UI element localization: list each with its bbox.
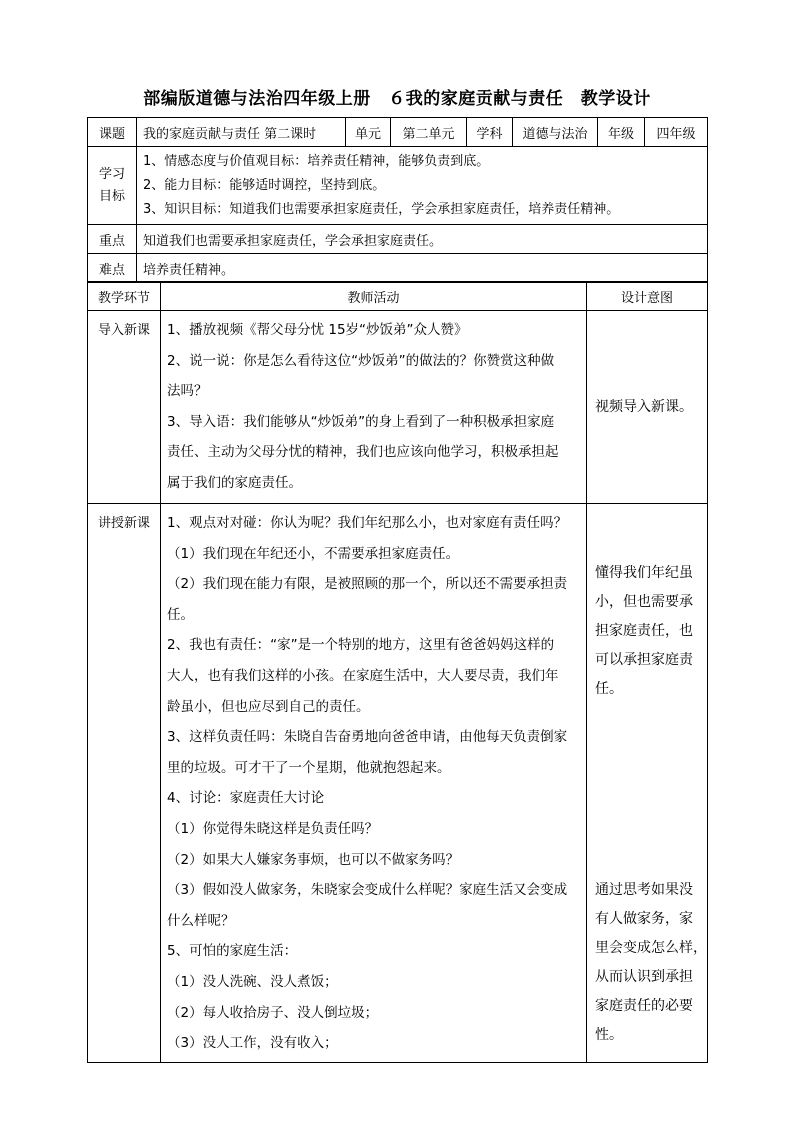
header-intent: 设计意图 bbox=[587, 282, 708, 311]
new-intent-block-1 bbox=[587, 559, 708, 704]
intent2-line: 家庭责任的必要 bbox=[595, 998, 693, 1014]
intro-line: 属于我们的家庭责任。 bbox=[167, 474, 302, 491]
new-line: 里的垃圾。可才干了一个星期，他就抱怨起来。 bbox=[167, 759, 451, 776]
new-line: （3）假如没人做家务，朱晓家会变成什么样呢？家庭生活又会变成 bbox=[167, 882, 568, 899]
subject-label: 学科 bbox=[467, 118, 513, 147]
objective-2: 2、能力目标：能够适时调控，坚持到底。 bbox=[143, 177, 386, 193]
new-line: （1）我们现在年纪还小，不需要承担家庭责任。 bbox=[167, 545, 460, 562]
new-line: 什么样呢？ bbox=[167, 912, 235, 929]
topic-label: 课题 bbox=[88, 118, 137, 147]
new-activities bbox=[161, 504, 587, 1063]
info-row-difficulty bbox=[88, 254, 708, 283]
info-row-topic bbox=[88, 118, 708, 147]
grade-label: 年级 bbox=[598, 118, 645, 147]
intro-line: 法吗？ bbox=[167, 383, 208, 400]
new-line: 1、观点对对碰：你认为呢？我们年纪那么小，也对家庭有责任吗？ bbox=[167, 515, 568, 531]
header-stage: 教学环节 bbox=[88, 282, 161, 311]
new-line: （1）你觉得朱晓这样是负责任吗？ bbox=[167, 820, 379, 837]
intro-intent: 视频导入新课。 bbox=[587, 311, 708, 504]
intro-row bbox=[88, 311, 708, 504]
page-title: 部编版道德与法治四年级上册 ６我的家庭贡献与责任 教学设计 bbox=[143, 89, 651, 109]
intent2-line: 通过思考如果没 bbox=[595, 882, 693, 898]
unit-value: 第二单元 bbox=[391, 118, 467, 147]
intent1-line: 担家庭责任，也 bbox=[595, 623, 693, 639]
objective-3: 3、知识目标：知道我们也需要承担家庭责任，学会承担家庭责任，培养责任精神。 bbox=[143, 201, 620, 217]
intent1-line: 小，但也需要承 bbox=[595, 594, 693, 610]
intro-line: 责任、主动为父母分忧的精神，我们也应该向他学习，积极承担起 bbox=[167, 444, 559, 461]
new-line: （1）没人洗碗、没人煮饭； bbox=[167, 973, 338, 990]
new-line: （2）我们现在能力有限，是被照顾的那一个，所以还不需要承担责 bbox=[167, 576, 568, 593]
new-line: （3）没人工作，没有收入； bbox=[167, 1035, 338, 1052]
intent2-line: 里会变成怎么样， bbox=[595, 940, 707, 956]
objectives-content bbox=[137, 147, 708, 225]
difficulty-label: 难点 bbox=[88, 254, 137, 283]
key-label: 重点 bbox=[88, 225, 137, 254]
intent1-line: 任。 bbox=[595, 681, 623, 697]
objective-1: 1、情感态度与价值观目标：培养责任精神，能够负责到底。 bbox=[143, 153, 490, 169]
intro-line: 3、导入语：我们能够从“炒饭弟”的身上看到了一种积极承担家庭 bbox=[167, 413, 555, 430]
intent2-line: 从而认识到承担 bbox=[595, 969, 693, 985]
new-stage: 讲授新课 bbox=[88, 504, 161, 1063]
new-line: 4、讨论：家庭责任大讨论 bbox=[167, 790, 325, 807]
intent2-line: 性。 bbox=[595, 1027, 623, 1043]
objectives-label-line-2: 目标 bbox=[98, 188, 125, 204]
new-line: 2、我也有责任：“家”是一个特别的地方，这里有爸爸妈妈这样的 bbox=[167, 637, 555, 654]
intro-activities bbox=[161, 311, 587, 504]
new-line: 大人，也有我们这样的小孩。在家庭生活中，大人要尽责，我们年 bbox=[167, 667, 559, 684]
new-line: 3、这样负责任吗：朱晓自告奋勇地向爸爸申请，由他每天负责倒家 bbox=[167, 729, 568, 746]
new-lesson-row bbox=[88, 504, 708, 1063]
objectives-label-line-1: 学习 bbox=[98, 166, 125, 182]
new-line: （2）如果大人嫌家务事烦，也可以不做家务吗？ bbox=[167, 851, 460, 868]
process-table bbox=[87, 281, 708, 1063]
unit-label: 单元 bbox=[346, 118, 391, 147]
intent1-line: 懂得我们年纪虽 bbox=[595, 565, 693, 581]
new-line: 任。 bbox=[167, 606, 194, 623]
process-header-row bbox=[88, 282, 708, 311]
info-table bbox=[87, 117, 708, 283]
info-row-key bbox=[88, 225, 708, 254]
topic-value: 我的家庭贡献与责任 第二课时 bbox=[137, 118, 346, 147]
grade-value: 四年级 bbox=[645, 118, 708, 147]
new-line: 5、可怕的家庭生活： bbox=[167, 943, 298, 960]
key-value: 知道我们也需要承担家庭责任，学会承担家庭责任。 bbox=[137, 225, 708, 254]
intent1-line: 可以承担家庭责 bbox=[595, 652, 693, 668]
intent2-line: 有人做家务，家 bbox=[595, 911, 693, 927]
info-row-objectives bbox=[88, 147, 708, 225]
intro-stage: 导入新课 bbox=[88, 311, 161, 504]
new-line: 龄虽小，但也应尽到自己的责任。 bbox=[167, 698, 370, 715]
new-intent bbox=[587, 504, 708, 1063]
subject-value: 道德与法治 bbox=[513, 118, 598, 147]
objectives-label bbox=[88, 147, 137, 225]
intro-line: 2、说一说：你是怎么看待这位“炒饭弟”的做法的？你赞赏这种做 bbox=[167, 352, 555, 369]
intro-line: 1、播放视频《帮父母分忧 15岁“炒饭弟”众人赞》 bbox=[167, 322, 468, 338]
difficulty-value: 培养责任精神。 bbox=[137, 254, 708, 283]
new-intent-block-2 bbox=[587, 876, 708, 1050]
new-line: （2）每人收拾房子、没人倒垃圾； bbox=[167, 1004, 379, 1021]
header-teacher: 教师活动 bbox=[161, 282, 587, 311]
